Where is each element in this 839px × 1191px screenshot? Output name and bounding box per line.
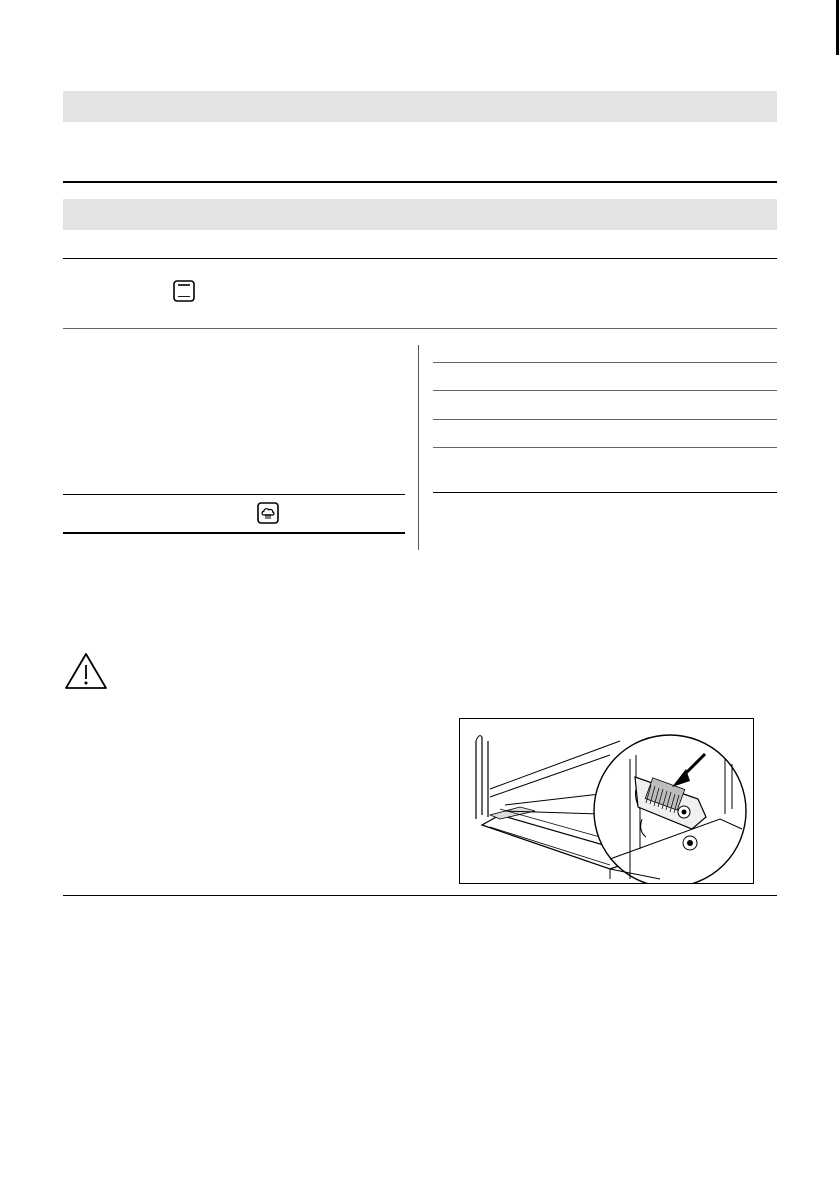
right-table-rule (433, 447, 777, 448)
subsection-header-band (63, 199, 777, 230)
right-table-rule (433, 419, 777, 420)
table-row-rule (63, 328, 777, 329)
right-table-bottom-rule (433, 492, 777, 493)
table-top-rule (63, 258, 777, 259)
column-separator (418, 345, 419, 550)
hinge-drawing (460, 719, 754, 884)
section-bottom-rule (63, 895, 777, 896)
right-table-rule (433, 390, 777, 391)
top-heat-icon (173, 280, 195, 302)
section-divider (63, 181, 777, 183)
section-header-band (63, 91, 777, 122)
right-table-rule (433, 362, 777, 363)
left-table-bottom-rule (63, 532, 405, 534)
warning-triangle-icon (64, 652, 108, 690)
oven-door-hinge-illustration (459, 718, 754, 884)
left-table-rule (63, 494, 405, 495)
steam-cloud-icon (257, 502, 279, 524)
